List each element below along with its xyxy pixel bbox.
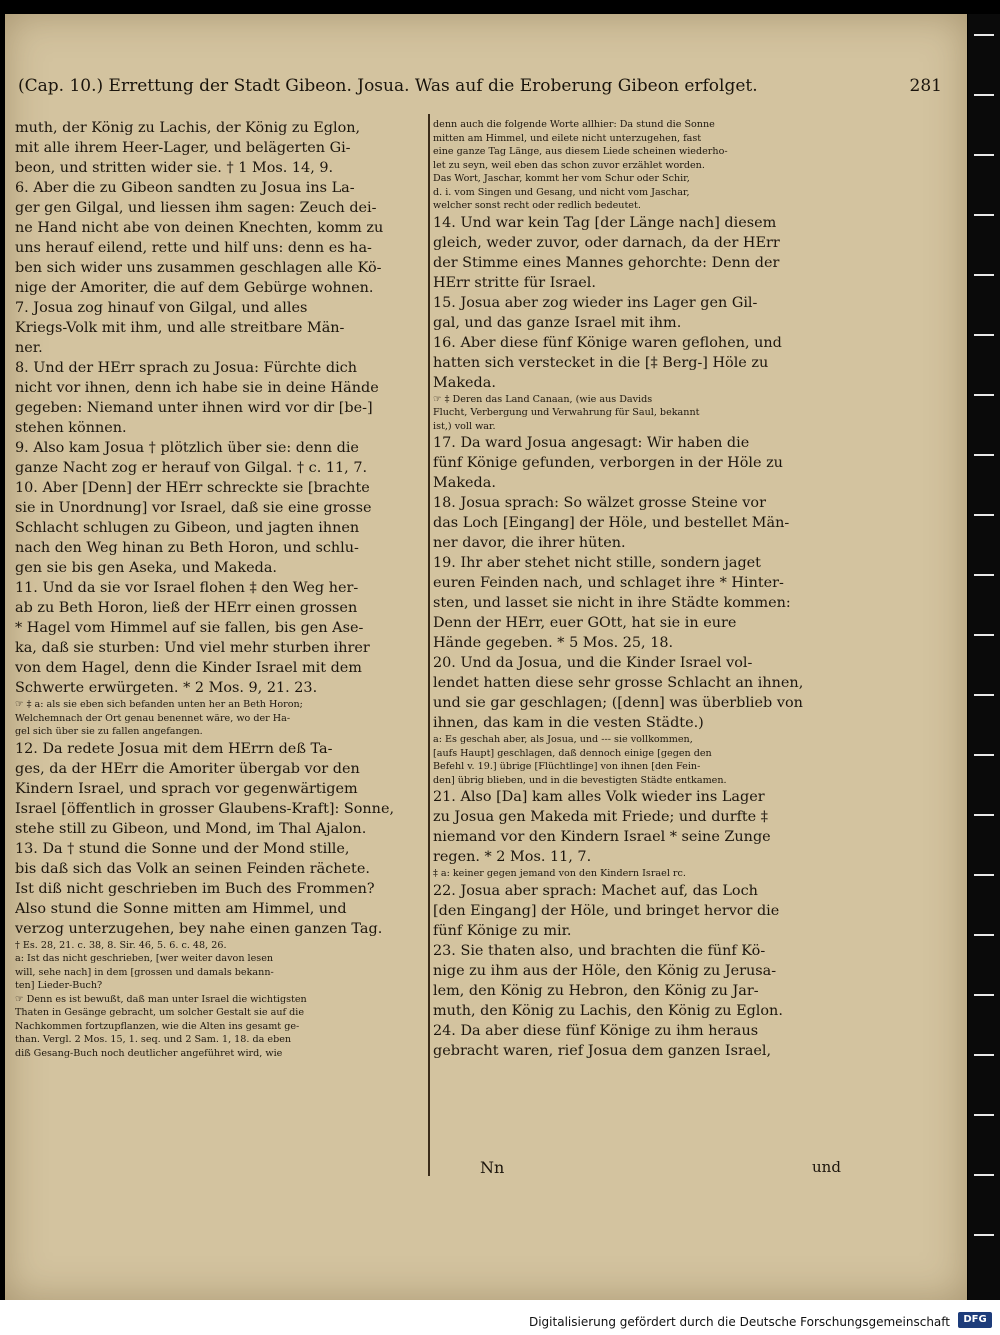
verse-line: gal, und das ganze Israel mit ihm. bbox=[433, 314, 682, 331]
verse-line: 11. Und da sie vor Israel flohen ‡ den Weg her- bbox=[15, 580, 359, 596]
verse-line: 6. Aber die zu Gibeon sandten zu Josua ins La- bbox=[15, 180, 355, 196]
footnote-line: ☞ Denn es ist bewußt, daß man unter Israel die wichtigsten bbox=[15, 993, 307, 1005]
verse-line: sie in Unordnung] vor Israel, daß sie eine grosse bbox=[15, 500, 372, 516]
verse-line: gebracht waren, rief Josua dem ganzen Israel, bbox=[433, 1042, 772, 1059]
verse-line: nige zu ihm aus der Höle, den König zu Jerusa- bbox=[433, 962, 777, 979]
ruler-tick bbox=[974, 1174, 994, 1176]
footnote-line: Nachkommen fortzupflanzen, wie die Alten ins gesamt ge- bbox=[15, 1020, 300, 1032]
verse-line: ka, daß sie sturben: Und viel mehr sturben ihrer bbox=[15, 640, 370, 656]
ruler-tick bbox=[974, 754, 994, 756]
verse-line: gleich, weder zuvor, oder darnach, da der HErr bbox=[433, 234, 780, 251]
verse-line: fünf Könige gefunden, verborgen in der Höle zu bbox=[433, 455, 783, 471]
verse-line: fünf Könige zu mir. bbox=[433, 922, 572, 939]
ruler-tick bbox=[974, 1234, 994, 1236]
footnote-line: Welchemnach der Ort genau benennet wäre, wo der Ha- bbox=[15, 712, 291, 724]
verse-line: * Hagel vom Himmel auf sie fallen, bis gen Ase- bbox=[15, 620, 364, 636]
verse-line: 12. Da redete Josua mit dem HErrn deß Ta- bbox=[15, 740, 333, 757]
page-number: 281 bbox=[909, 76, 942, 96]
verse-line: das Loch [Eingang] der Höle, und bestellet Män- bbox=[433, 515, 790, 531]
verse-line: 16. Aber diese fünf Könige waren geflohen, und bbox=[433, 334, 782, 351]
running-head-text: (Cap. 10.) Errettung der Stadt Gibeon. Josua. Was auf die Eroberung Gibeon erfolget. bbox=[18, 76, 758, 96]
ruler-tick bbox=[974, 694, 994, 696]
footnote-line: ten] Lieder-Buch? bbox=[15, 980, 103, 991]
verse-line: ben sich wider uns zusammen geschlagen alle Kö- bbox=[15, 260, 382, 276]
dfg-logo: DFG bbox=[958, 1312, 992, 1328]
catchword: und bbox=[812, 1158, 841, 1176]
ruler-tick bbox=[974, 394, 994, 396]
footnote-line: Thaten in Gesänge gebracht, um solcher Gestalt sie auf die bbox=[15, 1007, 305, 1018]
footnote-line: gel sich über sie zu fallen angefangen. bbox=[15, 726, 203, 737]
verse-line: sten, und lasset sie nicht in ihre Städte kommen: bbox=[433, 595, 791, 611]
footnote-line: ☞ ‡ a: als sie eben sich befanden unten her an Beth Horon; bbox=[15, 699, 303, 710]
footnote-line: d. i. vom Singen und Gesang, und nicht vom Jaschar, bbox=[433, 186, 690, 198]
verse-line: niemand vor den Kindern Israel * seine Zunge bbox=[433, 829, 771, 845]
verse-line: hatten sich verstecket in die [‡ Berg-] Höle zu bbox=[433, 354, 769, 371]
verse-line: 21. Also [Da] kam alles Volk wieder ins Lager bbox=[433, 789, 765, 805]
verse-line: gegeben: Niemand unter ihnen wird vor dir [be-] bbox=[15, 400, 373, 416]
verse-line: uns herauf eilend, rette und hilf uns: denn es ha- bbox=[15, 240, 372, 256]
verse-line: Makeda. bbox=[433, 374, 496, 391]
verse-line: 7. Josua zog hinauf von Gilgal, und alles bbox=[15, 300, 308, 316]
verse-line: 8. Und der HErr sprach zu Josua: Fürchte dich bbox=[15, 360, 358, 376]
verse-line: Israel [öffentlich in grosser Glaubens-Kraft]: Sonne, bbox=[15, 800, 395, 817]
verse-line: [den Eingang] der Höle, und bringet hervor die bbox=[433, 902, 780, 919]
verse-line: Denn der HErr, euer GOtt, hat sie in eure bbox=[433, 615, 737, 631]
footnote-line: a: Ist das nicht geschrieben, [wer weiter davon lesen bbox=[15, 953, 274, 964]
ruler-tick bbox=[974, 34, 994, 36]
ruler-tick bbox=[974, 814, 994, 816]
verse-line: 17. Da ward Josua angesagt: Wir haben die bbox=[433, 435, 750, 451]
verse-line: 22. Josua aber sprach: Machet auf, das Loch bbox=[433, 882, 758, 899]
verse-line: ab zu Beth Horon, ließ der HErr einen grossen bbox=[15, 600, 358, 616]
ruler-tick bbox=[974, 1114, 994, 1116]
verse-line: Hände gegeben. * 5 Mos. 25, 18. bbox=[433, 635, 674, 651]
footnote-line: denn auch die folgende Worte allhier: Da stund die Sonne bbox=[433, 119, 715, 130]
verse-line: bis daß sich das Volk an seinen Feinden rächete. bbox=[15, 860, 370, 877]
verse-line: 23. Sie thaten also, und brachten die fünf Kö- bbox=[433, 942, 766, 959]
footnote-line: den] übrig blieben, und in die bevestigten Städte entkamen. bbox=[433, 774, 727, 786]
verse-line: Kriegs-Volk mit ihm, und alle streitbare Män- bbox=[15, 320, 345, 336]
ruler-tick bbox=[974, 334, 994, 336]
verse-line: lendet hatten diese sehr grosse Schlacht an ihnen, bbox=[433, 675, 804, 691]
verse-line: ihnen, das kam in die vesten Städte.) bbox=[433, 715, 704, 731]
verse-line: 18. Josua sprach: So wälzet grosse Steine vor bbox=[433, 495, 766, 511]
verse-line: euren Feinden nach, und schlaget ihre * Hinter- bbox=[433, 575, 784, 591]
verse-line: Ist diß nicht geschrieben im Buch des Frommen? bbox=[15, 880, 375, 897]
footer-credit: Digitalisierung gefördert durch die Deutsche Forschungsgemeinschaft bbox=[528, 1315, 950, 1329]
footnote-line: welcher sonst recht oder redlich bedeutet. bbox=[433, 200, 641, 211]
footnote-line: mitten am Himmel, und eilete nicht unterzugehen, fast bbox=[433, 132, 702, 144]
verse-line: verzog unterzugehen, bey nahe einen ganzen Tag. bbox=[15, 920, 383, 937]
verse-line: ner davor, die ihrer hüten. bbox=[433, 535, 626, 551]
footnote-line: let zu seyn, weil eben das schon zuvor erzählet worden. bbox=[433, 159, 705, 171]
verse-line: ges, da der HErr die Amoriter übergab vor den bbox=[15, 760, 360, 777]
verse-line: der Stimme eines Mannes gehorchte: Denn der bbox=[433, 254, 780, 271]
ruler-tick bbox=[974, 274, 994, 276]
verse-line: Also stund die Sonne mitten am Himmel, und bbox=[15, 900, 347, 917]
footnote-line: diß Gesang-Buch noch deutlicher angeführet wird, wie bbox=[15, 1047, 283, 1059]
verse-line: 10. Aber [Denn] der HErr schreckte sie [brachte bbox=[15, 480, 370, 496]
verse-line: lem, den König zu Hebron, den König zu Jar- bbox=[433, 982, 759, 999]
verse-line: 20. Und da Josua, und die Kinder Israel vol- bbox=[433, 655, 753, 671]
verse-line: beon, und stritten wider sie. † 1 Mos. 14, 9. bbox=[15, 160, 334, 176]
verse-line: mit alle ihrem Heer-Lager, und belägerten Gi- bbox=[15, 140, 351, 156]
verse-line: 13. Da † stund die Sonne und der Mond stille, bbox=[15, 840, 350, 857]
verse-line: 24. Da aber diese fünf Könige zu ihm heraus bbox=[433, 1022, 759, 1039]
verse-line: ganze Nacht zog er herauf von Gilgal. † c. 11, 7. bbox=[15, 460, 368, 476]
verse-line: Schwerte erwürgeten. * 2 Mos. 9, 21. 23. bbox=[15, 680, 318, 696]
ruler-tick bbox=[974, 214, 994, 216]
verse-line: nach den Weg hinan zu Beth Horon, und schlu- bbox=[15, 540, 359, 556]
footnote-line: ☞ ‡ Deren das Land Canaan, (wie aus Davids bbox=[433, 393, 653, 405]
verse-line: regen. * 2 Mos. 11, 7. bbox=[433, 849, 592, 865]
footnote-line: a: Es geschah aber, als Josua, und --- sie vollkommen, bbox=[433, 734, 693, 745]
ruler-tick bbox=[974, 94, 994, 96]
footnote-line: eine ganze Tag Länge, aus diesem Liede scheinen wiederho- bbox=[433, 146, 728, 157]
footnote-line: will, sehe nach] in dem [grossen und damals bekann- bbox=[15, 966, 274, 978]
verse-line: ne Hand nicht abe von deinen Knechten, komm zu bbox=[15, 220, 384, 236]
footnote-line: than. Vergl. 2 Mos. 15, 1. seq. und 2 Sam. 1, 18. da eben bbox=[15, 1034, 292, 1045]
verse-line: 14. Und war kein Tag [der Länge nach] diesem bbox=[433, 214, 777, 231]
ruler-tick bbox=[974, 1054, 994, 1056]
verse-line: stehe still zu Gibeon, und Mond, im Thal Ajalon. bbox=[15, 820, 367, 837]
verse-line: zu Josua gen Makeda mit Friede; und durfte ‡ bbox=[433, 809, 768, 825]
footnote-line: Befehl v. 19.] übrige [Flüchtlinge] von ihnen [den Fein- bbox=[433, 761, 701, 772]
footer-bar bbox=[0, 1300, 1000, 1335]
footnote-line: ist,) voll war. bbox=[433, 420, 496, 432]
left-column bbox=[15, 118, 425, 1178]
footnote-line: Flucht, Verbergung und Verwahrung für Saul, bekannt bbox=[433, 407, 700, 418]
verse-line: Schlacht schlugen zu Gibeon, und jagten ihnen bbox=[15, 520, 360, 536]
verse-line: 15. Josua aber zog wieder ins Lager gen Gil- bbox=[433, 294, 758, 311]
right-column bbox=[433, 118, 845, 1178]
verse-line: 19. Ihr aber stehet nicht stille, sondern jaget bbox=[433, 555, 761, 571]
column-divider bbox=[428, 114, 430, 1176]
verse-line: von dem Hagel, denn die Kinder Israel mit dem bbox=[15, 660, 362, 676]
verse-line: muth, den König zu Lachis, den König zu Eglon. bbox=[433, 1002, 783, 1019]
verse-line: HErr stritte für Israel. bbox=[433, 274, 596, 291]
running-head bbox=[18, 76, 948, 96]
verse-line: muth, der König zu Lachis, der König zu Eglon, bbox=[15, 120, 361, 136]
verse-line: Makeda. bbox=[433, 475, 496, 491]
verse-line: stehen können. bbox=[15, 420, 127, 436]
verse-line: und sie gar geschlagen; ([denn] was überblieb von bbox=[433, 695, 803, 711]
ruler-tick bbox=[974, 574, 994, 576]
footnote-line: † Es. 28, 21. c. 38, 8. Sir. 46, 5. 6. c. 48, 26. bbox=[15, 939, 227, 951]
verse-line: ger gen Gilgal, und liessen ihm sagen: Zeuch dei- bbox=[15, 200, 377, 216]
signature-mark: Nn bbox=[480, 1158, 505, 1177]
ruler-tick bbox=[974, 154, 994, 156]
ruler-tick bbox=[974, 934, 994, 936]
verse-line: nige der Amoriter, die auf dem Gebürge wohnen. bbox=[15, 280, 374, 296]
ruler-tick bbox=[974, 874, 994, 876]
verse-line: ner. bbox=[15, 340, 43, 356]
ruler-tick bbox=[974, 514, 994, 516]
ruler-tick bbox=[974, 454, 994, 456]
footnote-line: Das Wort, Jaschar, kommt her vom Schur oder Schir, bbox=[433, 173, 690, 184]
footnote-line: ‡ a: keiner gegen jemand von den Kindern Israel rc. bbox=[433, 868, 686, 879]
footnote-line: [aufs Haupt] geschlagen, daß dennoch einige [gegen den bbox=[433, 747, 712, 759]
verse-line: 9. Also kam Josua † plötzlich über sie: denn die bbox=[15, 440, 359, 456]
ruler-tick bbox=[974, 634, 994, 636]
scan-ruler bbox=[968, 14, 1000, 1300]
verse-line: Kindern Israel, und sprach vor gegenwärtigem bbox=[15, 780, 358, 797]
ruler-tick bbox=[974, 994, 994, 996]
verse-line: gen sie bis gen Aseka, und Makeda. bbox=[15, 560, 277, 576]
verse-line: nicht vor ihnen, denn ich habe sie in deine Hände bbox=[15, 380, 379, 396]
